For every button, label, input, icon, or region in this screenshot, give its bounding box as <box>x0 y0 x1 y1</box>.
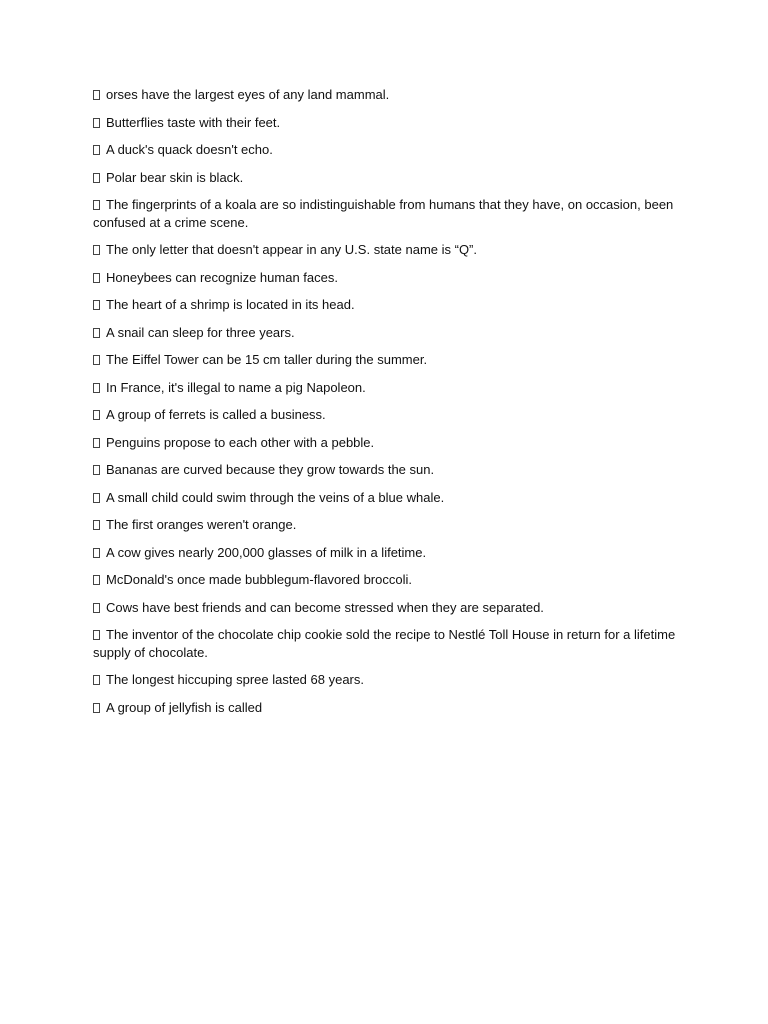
missing-glyph-box-icon <box>93 630 100 640</box>
fact-text: The first oranges weren't orange. <box>106 517 297 532</box>
missing-glyph-box-icon <box>93 675 100 685</box>
missing-glyph-box-icon <box>93 273 100 283</box>
list-item <box>93 671 683 689</box>
list-item <box>93 434 683 452</box>
missing-glyph-box-icon <box>93 703 100 713</box>
list-item <box>93 196 683 231</box>
fact-text: The only letter that doesn't appear in any U.S. state name is “Q”. <box>106 242 478 257</box>
list-item <box>93 489 683 507</box>
fact-text: A cow gives nearly 200,000 glasses of milk in a lifetime. <box>106 544 427 560</box>
missing-glyph-box-icon <box>93 200 100 210</box>
list-item <box>93 516 683 534</box>
missing-glyph-box-icon <box>93 90 100 100</box>
fact-text: Polar bear skin is black. <box>106 169 244 185</box>
fact-text: Honeybees can recognize human faces. <box>106 269 338 285</box>
list-item <box>93 169 683 187</box>
fact-text: The fingerprints of a koala are so indistinguishable from humans that they have, on occasion, been confused at a crime scene. <box>93 197 674 230</box>
missing-glyph-box-icon <box>93 410 100 420</box>
fact-text: The inventor of the chocolate chip cookie sold the recipe to Nestlé Toll House in return for a lifetime supply of chocolate. <box>93 627 676 660</box>
list-item <box>93 269 683 287</box>
list-item <box>93 406 683 424</box>
fact-text: Bananas are curved because they grow towards the sun. <box>106 462 435 477</box>
missing-glyph-box-icon <box>93 520 100 530</box>
list-item <box>93 141 683 159</box>
missing-glyph-box-icon <box>93 603 100 613</box>
missing-glyph-box-icon <box>93 465 100 475</box>
fact-text: A group of jellyfish is called <box>106 699 263 715</box>
list-item <box>93 296 683 314</box>
list-item <box>93 626 683 661</box>
fact-text: The heart of a shrimp is located in its head. <box>106 297 355 312</box>
list-item <box>93 379 683 397</box>
list-item <box>93 461 683 479</box>
fact-text: In France, it's illegal to name a pig Napoleon. <box>106 379 366 395</box>
list-item <box>93 86 683 104</box>
list-item <box>93 544 683 562</box>
fact-text: A duck's quack doesn't echo. <box>106 142 273 157</box>
fact-text: A group of ferrets is called a business. <box>106 407 326 422</box>
missing-glyph-box-icon <box>93 355 100 365</box>
list-item <box>93 599 683 617</box>
fact-text: Penguins propose to each other with a pebble. <box>106 434 375 450</box>
list-item <box>93 571 683 589</box>
missing-glyph-box-icon <box>93 575 100 585</box>
list-item <box>93 351 683 369</box>
fact-text: orses have the largest eyes of any land mammal. <box>106 87 390 102</box>
fact-text: A small child could swim through the veins of a blue whale. <box>106 489 445 505</box>
missing-glyph-box-icon <box>93 173 100 183</box>
fact-text: The longest hiccuping spree lasted 68 years. <box>106 672 364 687</box>
missing-glyph-box-icon <box>93 383 100 393</box>
fact-text: Butterflies taste with their feet. <box>106 114 281 130</box>
list-item <box>93 699 683 717</box>
facts-list <box>93 86 683 726</box>
missing-glyph-box-icon <box>93 118 100 128</box>
fact-text: McDonald's once made bubblegum-flavored broccoli. <box>106 572 412 587</box>
missing-glyph-box-icon <box>93 493 100 503</box>
fact-text: Cows have best friends and can become stressed when they are separated. <box>106 599 544 615</box>
missing-glyph-box-icon <box>93 328 100 338</box>
missing-glyph-box-icon <box>93 438 100 448</box>
list-item <box>93 114 683 132</box>
missing-glyph-box-icon <box>93 245 100 255</box>
list-item <box>93 241 683 259</box>
fact-text: A snail can sleep for three years. <box>106 324 295 340</box>
fact-text: The Eiffel Tower can be 15 cm taller during the summer. <box>106 352 428 367</box>
missing-glyph-box-icon <box>93 548 100 558</box>
list-item <box>93 324 683 342</box>
missing-glyph-box-icon <box>93 145 100 155</box>
missing-glyph-box-icon <box>93 300 100 310</box>
